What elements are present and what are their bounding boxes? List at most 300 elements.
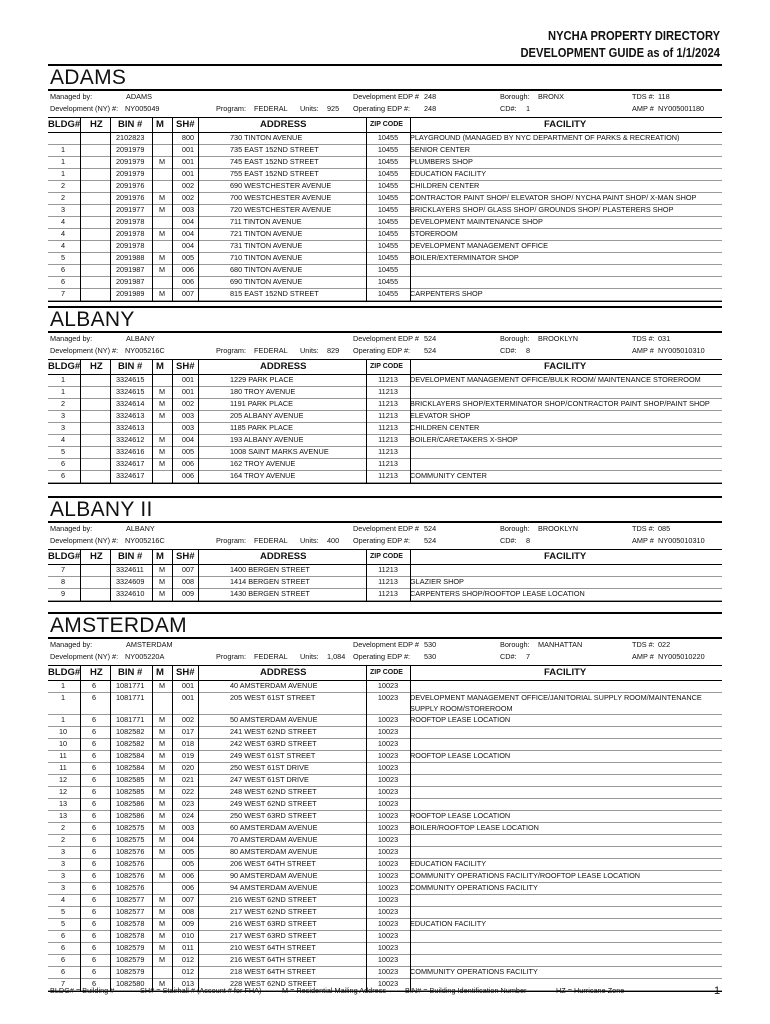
cell-zip: 11213: [378, 423, 398, 432]
cell-sh: 003: [181, 205, 195, 214]
cell-m: M: [158, 459, 166, 468]
cell-facility: DEVELOPMENT MANAGEMENT OFFICE/JANITORIAL SUPPLY ROOM/MAINTENANCE SUPPLY ROOM/STOREROOM: [410, 693, 702, 713]
cell-bldg: 7: [60, 565, 66, 574]
table-row: [48, 229, 722, 241]
cell-bldg: 3: [60, 871, 66, 880]
cell-bldg: 1: [60, 693, 66, 702]
managed-by-label: Managed by:: [50, 334, 93, 343]
table-row: [48, 799, 722, 811]
managed-by-value: ALBANY: [126, 524, 155, 533]
table-row: [48, 205, 722, 217]
dev-ny-value: NY005216C: [125, 536, 165, 545]
cd-label: CD#:: [500, 652, 517, 661]
cell-m: M: [158, 979, 166, 988]
cell-bin: 1082575: [116, 835, 145, 844]
cell-zip: 11213: [378, 435, 398, 444]
cell-zip: 11213: [378, 375, 398, 384]
cell-bldg: 1: [60, 157, 66, 166]
legend-bin: BIN# = Building Identification Number: [405, 986, 527, 995]
col-hz: HZ: [90, 361, 103, 372]
cell-sh: 024: [181, 811, 195, 820]
cell-m: M: [158, 399, 166, 408]
cell-bldg: 6: [60, 471, 66, 480]
cell-zip: 11213: [378, 459, 398, 468]
cell-m: M: [158, 447, 166, 456]
cell-sh: 001: [181, 681, 195, 690]
cell-address: 249 WEST 61ST STREET: [230, 751, 316, 760]
cell-address: 164 TROY AVENUE: [230, 471, 296, 480]
cell-bin: 1082577: [116, 907, 145, 916]
development-meta: [48, 333, 722, 359]
cell-m: M: [158, 823, 166, 832]
amp-label: AMP #: [632, 346, 654, 355]
borough-label: Borough:: [500, 524, 530, 533]
amp-label: AMP #: [632, 652, 654, 661]
dev-edp-value: 530: [424, 640, 437, 649]
cell-zip: 10023: [377, 871, 399, 880]
cell-zip: 10455: [377, 241, 399, 250]
table-row: [48, 811, 722, 823]
cell-address: 1430 BERGEN STREET: [230, 589, 310, 598]
col-facility: FACILITY: [544, 361, 587, 372]
cell-sh: 006: [181, 871, 195, 880]
cd-value: 8: [526, 346, 531, 355]
cell-address: 1229 PARK PLACE: [230, 375, 294, 384]
cell-bldg: 1: [60, 387, 66, 396]
table-row: [48, 157, 722, 169]
development-meta: [48, 523, 722, 549]
page-number: 1: [714, 985, 721, 997]
cell-zip: 10455: [377, 205, 399, 214]
cell-bldg: 6: [60, 931, 66, 940]
cell-bldg: 12: [58, 787, 68, 796]
cell-sh: 018: [181, 739, 195, 748]
cell-zip: 10455: [377, 277, 399, 286]
cell-address: 249 WEST 62ND STREET: [230, 799, 317, 808]
cell-bin: 1082575: [116, 823, 145, 832]
cell-sh: 003: [181, 423, 195, 432]
cell-bldg: 1: [60, 681, 66, 690]
cell-zip: 10023: [377, 811, 399, 820]
cell-facility: COMMUNITY OPERATIONS FACILITY: [410, 967, 538, 976]
cell-hz: 6: [91, 715, 97, 724]
cell-facility: STOREROOM: [410, 229, 458, 238]
cell-address: 815 EAST 152ND STREET: [230, 289, 319, 298]
op-edp-label: Operating EDP #:: [353, 346, 411, 355]
legend-bldg: BLDG# = Building #: [50, 986, 115, 995]
cell-address: 206 WEST 64TH STREET: [230, 859, 316, 868]
table-row: [48, 681, 722, 693]
cell-address: 228 WEST 62ND STREET: [230, 979, 317, 988]
col-bin: BIN #: [118, 361, 143, 372]
table-row: [48, 447, 722, 459]
col-sh: SH#: [176, 551, 195, 562]
cell-sh: 004: [181, 241, 195, 250]
cell-bldg: 3: [60, 423, 66, 432]
cell-bin: 3324613: [116, 423, 145, 432]
cell-address: 1008 SAINT MARKS AVENUE: [230, 447, 329, 456]
table-header: [48, 360, 722, 375]
cell-zip: 11213: [378, 577, 398, 586]
cell-m: M: [158, 253, 166, 262]
cell-facility: [410, 763, 722, 774]
cell-sh: 007: [181, 565, 195, 574]
cell-bldg: 2: [60, 193, 66, 202]
cell-address: 218 WEST 64TH STREET: [230, 967, 316, 976]
borough-value: MANHATTAN: [538, 640, 583, 649]
cell-sh: 020: [181, 763, 195, 772]
cell-zip: 10455: [377, 193, 399, 202]
cd-label: CD#:: [500, 536, 517, 545]
cell-m: M: [158, 871, 166, 880]
cell-facility: [410, 895, 722, 906]
cell-bldg: 11: [59, 751, 67, 760]
cell-sh: 002: [181, 399, 195, 408]
cell-bldg: 6: [60, 955, 66, 964]
column-divider: [80, 360, 81, 483]
cell-sh: 012: [181, 967, 195, 976]
dev-edp-label: Development EDP #: [353, 524, 419, 533]
cell-hz: 6: [91, 955, 97, 964]
borough-value: BROOKLYN: [538, 334, 579, 343]
cell-bldg: 8: [60, 577, 66, 586]
cell-bldg: 4: [60, 229, 66, 238]
buildings-table: [48, 549, 722, 602]
cell-facility: [410, 955, 722, 966]
cell-sh: 006: [181, 883, 195, 892]
cell-bldg: 1: [60, 375, 66, 384]
development-name: ALBANY II: [48, 496, 722, 523]
cell-zip: 10023: [377, 787, 399, 796]
cell-bin: 1082579: [116, 955, 145, 964]
cell-facility: CHILDREN CENTER: [410, 423, 480, 432]
cell-zip: 10023: [377, 919, 399, 928]
cell-facility: COMMUNITY OPERATIONS FACILITY/ROOFTOP LEASE LOCATION: [410, 871, 641, 880]
col-address: ADDRESS: [260, 361, 307, 372]
cell-address: 731 TINTON AVENUE: [230, 241, 303, 250]
column-divider: [110, 360, 111, 483]
cell-address: 40 AMSTERDAM AVENUE: [230, 681, 318, 690]
program-label: Program:: [216, 346, 247, 355]
cell-bin: 3324617: [116, 471, 145, 480]
cell-address: 216 WEST 62ND STREET: [230, 895, 317, 904]
borough-label: Borough:: [500, 92, 530, 101]
cell-m: M: [158, 751, 166, 760]
cell-bin: 3324611: [116, 565, 144, 574]
cell-m: M: [158, 193, 166, 202]
cell-facility: ELEVATOR SHOP: [410, 411, 471, 420]
cd-label: CD#:: [500, 104, 517, 113]
cell-address: 745 EAST 152ND STREET: [230, 157, 319, 166]
cell-bldg: 1: [60, 169, 66, 178]
cell-bin: 1082586: [116, 811, 145, 820]
dev-ny-label: Development (NY) #:: [50, 104, 119, 113]
table-header: [48, 666, 722, 681]
cd-value: 7: [526, 652, 531, 661]
cell-address: 720 WESTCHESTER AVENUE: [230, 205, 332, 214]
table-row: [48, 763, 722, 775]
table-row: [48, 883, 722, 895]
cell-m: M: [158, 775, 166, 784]
col-zip: ZIP CODE: [370, 121, 403, 128]
cell-sh: 013: [181, 979, 195, 988]
cell-bin: 1082582: [116, 727, 145, 736]
cell-hz: 6: [91, 763, 97, 772]
legend-sh: SH# = Stairhall # (Account # for FHA): [140, 986, 262, 995]
cell-m: M: [158, 907, 166, 916]
cell-m: M: [158, 229, 166, 238]
cell-bldg: 5: [60, 447, 66, 456]
col-facility: FACILITY: [544, 667, 587, 678]
cell-facility: PLAYGROUND (MANAGED BY NYC DEPARTMENT OF PARKS & RECREATION): [410, 133, 680, 142]
column-divider: [152, 118, 153, 301]
managed-by-label: Managed by:: [50, 92, 93, 101]
cell-facility: CARPENTERS SHOP: [410, 289, 483, 298]
cell-sh: 017: [181, 727, 195, 736]
cell-address: 205 ALBANY AVENUE: [230, 411, 304, 420]
table-row: [48, 955, 722, 967]
cell-sh: 006: [181, 471, 195, 480]
col-bin: BIN #: [118, 667, 143, 678]
dev-ny-label: Development (NY) #:: [50, 346, 119, 355]
development-name: AMSTERDAM: [48, 612, 722, 639]
column-divider: [366, 118, 367, 301]
table-header: [48, 118, 722, 133]
cell-zip: 11213: [378, 565, 398, 574]
units-label: Units:: [300, 536, 319, 545]
table-row: [48, 277, 722, 289]
cell-hz: 6: [91, 931, 97, 940]
column-divider: [198, 550, 199, 601]
cell-m: M: [158, 589, 166, 598]
cell-bin: 2091989: [116, 289, 145, 298]
cell-sh: 002: [181, 193, 195, 202]
cell-address: 710 TINTON AVENUE: [230, 253, 303, 262]
table-row: [48, 471, 722, 483]
cell-zip: 10023: [377, 693, 399, 702]
cell-sh: 023: [181, 799, 195, 808]
cell-bldg: 4: [60, 217, 66, 226]
development-name: ALBANY: [48, 306, 722, 333]
cell-facility: COMMUNITY OPERATIONS FACILITY: [410, 883, 538, 892]
table-row: [48, 375, 722, 387]
column-divider: [80, 550, 81, 601]
cell-address: 690 TINTON AVENUE: [230, 277, 303, 286]
cell-sh: 012: [181, 955, 195, 964]
cell-address: 700 WESTCHESTER AVENUE: [230, 193, 332, 202]
column-divider: [410, 360, 411, 483]
cell-bin: 1082577: [116, 895, 145, 904]
table-row: [48, 265, 722, 277]
cell-address: 90 AMSTERDAM AVENUE: [230, 871, 318, 880]
column-divider: [366, 550, 367, 601]
op-edp-label: Operating EDP #:: [353, 536, 411, 545]
table-row: [48, 943, 722, 955]
units-label: Units:: [300, 104, 319, 113]
column-divider: [80, 666, 81, 991]
cell-facility: BRICKLAYERS SHOP/EXTERMINATOR SHOP/CONTRACTOR PAINT SHOP/PAINT SHOP: [410, 399, 710, 408]
col-hz: HZ: [90, 119, 103, 130]
cell-m: M: [158, 931, 166, 940]
managed-by-label: Managed by:: [50, 640, 93, 649]
cell-address: 730 TINTON AVENUE: [230, 133, 303, 142]
cell-facility: BOILER/EXTERMINATOR SHOP: [410, 253, 519, 262]
col-zip: ZIP CODE: [370, 553, 403, 560]
tds-label: TDS #:: [632, 92, 655, 101]
cell-hz: 6: [91, 847, 97, 856]
cell-zip: 10455: [377, 217, 399, 226]
cell-bldg: 5: [60, 907, 66, 916]
program-label: Program:: [216, 104, 247, 113]
cell-zip: 10023: [377, 739, 399, 748]
cell-bin: 3324615: [116, 387, 145, 396]
column-divider: [198, 118, 199, 301]
cell-address: 80 AMSTERDAM AVENUE: [230, 847, 318, 856]
column-divider: [172, 118, 173, 301]
cell-address: 241 WEST 62ND STREET: [230, 727, 317, 736]
cell-hz: 6: [91, 693, 97, 702]
cell-m: M: [158, 811, 166, 820]
cell-hz: 6: [91, 799, 97, 808]
col-address: ADDRESS: [260, 551, 307, 562]
amp-label: AMP #: [632, 536, 654, 545]
col-zip: ZIP CODE: [370, 363, 403, 370]
dev-ny-label: Development (NY) #:: [50, 652, 119, 661]
program-value: FEDERAL: [254, 346, 288, 355]
cell-address: 180 TROY AVENUE: [230, 387, 296, 396]
managed-by-value: ALBANY: [126, 334, 155, 343]
col-m: M: [156, 667, 164, 678]
cell-zip: 10023: [377, 859, 399, 868]
cell-hz: 6: [91, 835, 97, 844]
cell-bldg: 10: [58, 727, 68, 736]
table-row: [48, 715, 722, 727]
cell-facility: [410, 907, 722, 918]
cell-facility: BOILER/ROOFTOP LEASE LOCATION: [410, 823, 539, 832]
cell-bin: 1081771: [116, 693, 145, 702]
col-bldg: BLDG#: [48, 361, 81, 372]
col-m: M: [156, 361, 164, 372]
table-row: [48, 967, 722, 979]
column-divider: [110, 118, 111, 301]
table-row: [48, 727, 722, 739]
buildings-table: [48, 359, 722, 484]
cell-bldg: 6: [60, 967, 66, 976]
cell-bldg: 2: [60, 181, 66, 190]
units-value: 1,084: [327, 652, 346, 661]
column-divider: [152, 666, 153, 991]
col-m: M: [156, 551, 164, 562]
cell-bldg: 7: [60, 979, 66, 988]
cell-bldg: 4: [60, 435, 66, 444]
cell-m: M: [158, 265, 166, 274]
dev-ny-value: NY005216C: [125, 346, 165, 355]
column-divider: [366, 360, 367, 483]
cell-bin: 2091979: [116, 157, 145, 166]
directory-title: NYCHA PROPERTY DIRECTORY: [547, 28, 720, 43]
cell-address: 250 WEST 63RD STREET: [230, 811, 317, 820]
table-row: [48, 241, 722, 253]
program-value: FEDERAL: [254, 536, 288, 545]
cell-sh: 010: [181, 931, 195, 940]
table-row: [48, 693, 722, 715]
cell-address: 242 WEST 63RD STREET: [230, 739, 317, 748]
cell-m: M: [158, 835, 166, 844]
table-row: [48, 907, 722, 919]
tds-value: 085: [658, 524, 671, 533]
table-row: [48, 133, 722, 145]
column-divider: [110, 550, 111, 601]
cell-m: M: [158, 919, 166, 928]
cell-bldg: 6: [60, 943, 66, 952]
cell-bldg: 3: [60, 411, 66, 420]
amp-value: NY005010220: [658, 652, 705, 661]
column-divider: [410, 550, 411, 601]
op-edp-value: 530: [424, 652, 437, 661]
cell-sh: 001: [181, 387, 195, 396]
cell-facility: [410, 847, 722, 858]
cell-address: 50 AMSTERDAM AVENUE: [230, 715, 318, 724]
borough-value: BROOKLYN: [538, 524, 579, 533]
cell-zip: 10455: [377, 133, 399, 142]
col-sh: SH#: [176, 667, 195, 678]
cell-sh: 004: [181, 435, 195, 444]
table-row: [48, 775, 722, 787]
cell-zip: 10023: [377, 943, 399, 952]
tds-label: TDS #:: [632, 524, 655, 533]
cell-zip: 11213: [378, 387, 398, 396]
cell-zip: 10023: [377, 895, 399, 904]
cell-sh: 800: [181, 133, 195, 142]
development-meta: [48, 639, 722, 665]
cell-bldg: 1: [60, 145, 66, 154]
cell-facility: GLAZIER SHOP: [410, 577, 464, 586]
cell-bldg: 4: [60, 241, 66, 250]
cell-facility: DEVELOPMENT MANAGEMENT OFFICE: [410, 241, 548, 250]
op-edp-value: 524: [424, 536, 437, 545]
dev-edp-value: 248: [424, 92, 437, 101]
cell-zip: 10455: [377, 157, 399, 166]
cell-zip: 10023: [377, 883, 399, 892]
cell-bldg: 10: [58, 739, 68, 748]
cell-sh: 005: [181, 847, 195, 856]
table-row: [48, 399, 722, 411]
column-divider: [172, 550, 173, 601]
cell-facility: [410, 277, 722, 288]
cell-address: 680 TINTON AVENUE: [230, 265, 303, 274]
cell-bldg: 2: [60, 835, 66, 844]
cell-bin: 2091976: [116, 193, 145, 202]
cell-sh: 019: [181, 751, 195, 760]
cell-zip: 10023: [377, 763, 399, 772]
units-value: 925: [327, 104, 340, 113]
cell-hz: 6: [91, 727, 97, 736]
tds-label: TDS #:: [632, 640, 655, 649]
cell-sh: 006: [181, 277, 195, 286]
cell-zip: 10023: [377, 835, 399, 844]
cell-sh: 001: [181, 693, 195, 702]
col-bin: BIN #: [118, 551, 143, 562]
cell-sh: 009: [181, 919, 195, 928]
cell-bin: 2091988: [116, 253, 145, 262]
cell-facility: [410, 265, 722, 276]
cell-zip: 11213: [378, 471, 398, 480]
cell-m: M: [158, 387, 166, 396]
cell-address: 205 WEST 61ST STREET: [230, 693, 316, 702]
cell-bin: 1082585: [116, 775, 145, 784]
cell-hz: 6: [91, 895, 97, 904]
column-divider: [366, 666, 367, 991]
